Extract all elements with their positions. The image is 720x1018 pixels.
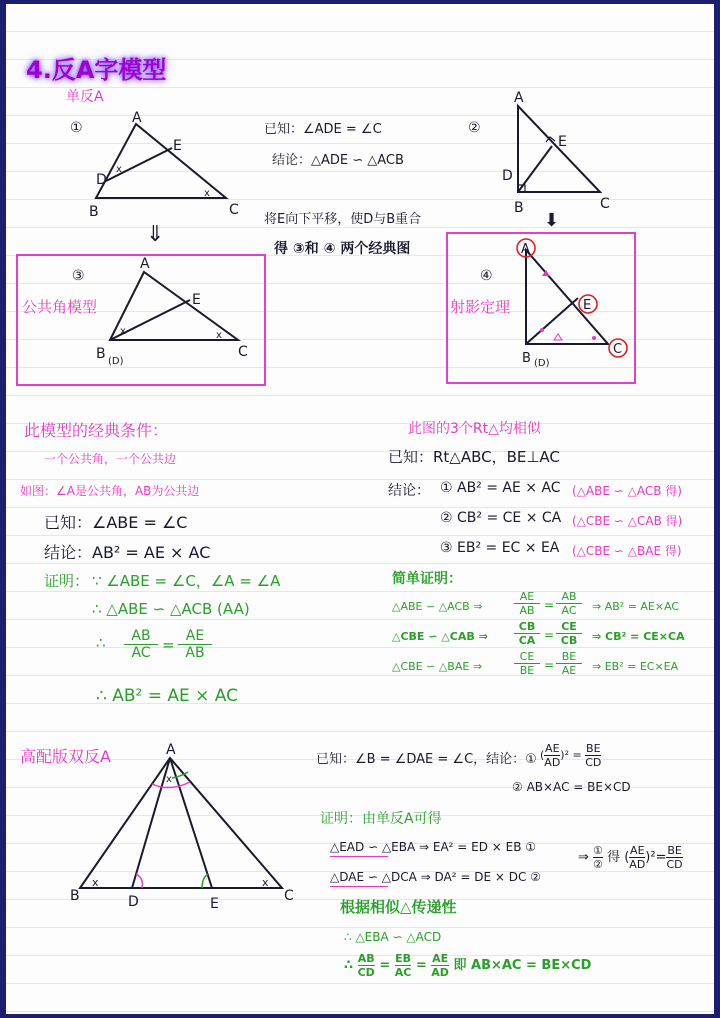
- classic-frac1: AB AC: [124, 628, 158, 661]
- advanced-t1: ∴ △EBA ∽ △ACD: [344, 930, 442, 944]
- classic-heading: 此模型的经典条件：: [24, 421, 169, 440]
- right-p2-result: ⇒ CB² = CE×CA: [592, 630, 685, 643]
- fig2-number: ②: [468, 120, 481, 136]
- svg-text:C: C: [600, 196, 610, 212]
- svg-text:E: E: [583, 298, 592, 313]
- right-p1-result: ⇒ AB² = AE×AC: [592, 600, 680, 613]
- classic-proof-2: ∴ △ABE ∽ △ACB (AA): [92, 600, 250, 618]
- fig1-label-c: C: [229, 202, 239, 218]
- right-proof-head: 简单证明：: [392, 571, 462, 587]
- right-p2-sim: △CBE ∽ △CAB ⇒: [392, 630, 488, 643]
- svg-text:E: E: [192, 292, 201, 308]
- page-title: 4.反A字模型: [26, 56, 167, 84]
- svg-text:x: x: [166, 774, 172, 785]
- fig3-number: ③: [72, 268, 85, 284]
- single-conclusion: 结论：△ADE ∽ △ACB: [272, 153, 404, 168]
- classic-line1: 一个公共角，一个公共边: [44, 452, 177, 466]
- single-heading: 单反A: [66, 89, 104, 105]
- svg-text:B: B: [70, 888, 80, 904]
- right-p1-frac1: AE AB: [514, 590, 540, 617]
- figure-4: [506, 232, 632, 372]
- classic-known: 已知：∠ABE = ∠C: [44, 513, 188, 532]
- right-c3-note: (△CBE ∽ △BAE 得): [572, 544, 682, 558]
- fig1-label-e: E: [173, 138, 182, 154]
- svg-text:(D): (D): [108, 356, 124, 367]
- single-known: 已知：∠ADE = ∠C: [264, 122, 382, 137]
- single-note-2: 得 ③和 ④ 两个经典图: [274, 241, 411, 257]
- advanced-known-frac: ( $\frac{AE}{AD}$ )² = $\frac{BE}{CD}$: [540, 742, 602, 769]
- svg-text:A: A: [166, 742, 176, 758]
- figure-2: [496, 88, 616, 216]
- notebook-page: 4.反A字模型 单反A ① A E D B C x x 已知：∠ADE = ∠C 结论：△ADE ∽ △ACB ② A E D B C ⇓ ⬇ 将E向下平移，使D与B重合 得 ③和 ④ 两个经典图 ③ 公共角模型 A E B (D) C x x ④ 射影定理 A E C B (D) 此模型的经典条件： 一个公共角，一个公共边 如图：∠A是公共角，AB为公共边 已知：∠ABE = ∠C 结论：AB² = AE × AC 证明： ∵ ∠ABE = ∠C，∠A = ∠A ∴ △ABE ∽ △ACB (AA) ∴ AB AC = AE AB ∴ AB² = AE × AC 此图的3个Rt△均相似 已知：Rt△ABC，BE⊥AC 结论： ① AB² = AE × AC (△ABE ∽ △ACB 得) ② CB² = CE × CA (△CBE ∽ △CAB 得) ③ EB² = EC × EA (△CBE ∽ △BAE 得) 简单证明： △ABE ∽ △ACB ⇒ AE AB = AB AC ⇒ AB² = AE×AC △CBE ∽ △CAB ⇒ CB CA = CE CB ⇒ CB² = CE×CA △CBE ∽ △BAE ⇒ CE BE = BE AE ⇒ EB² = EC×EA 高配版双反A A x x x B D E C 已知：∠B = ∠DAE = ∠C，结论：① ( $\frac{AE}{AD}$ )² = $\frac{BE}{CD}$ ② AB×AC = BE×CD 证明：由单反A可得 △EAD ∽ △EBA ⇒ EA² = ED × EB ① △DAE ∽ △DCA ⇒ DA² = DE × DC ② ⇒ ① ② 得 ( $\frac{AE}{AD}$ )²= $\frac{BE}{CD}$ 根据相似△传递性 ∴ △EBA ∽ △ACD ∴ $\frac{AB}{CD}$ = $\frac{EB}{AC}$ = $\frac{AE}{AD}$ 即 AB×AC = BE×CD: [6, 4, 714, 1014]
- svg-text:C: C: [613, 342, 623, 357]
- svg-text:D: D: [128, 894, 139, 910]
- down-arrow-2: ⬇: [544, 210, 560, 231]
- right-c3: ③ EB² = EC × EA: [440, 540, 560, 556]
- fig4-number: ④: [480, 268, 493, 284]
- right-p2-frac1: CB CA: [514, 620, 540, 647]
- svg-text:B: B: [96, 346, 106, 362]
- fig1-number: ①: [70, 120, 83, 136]
- classic-conclusion: 结论：AB² = AE × AC: [44, 543, 211, 562]
- advanced-step-2: △DAE ∽ △DCA ⇒ DA² = DE × DC ②: [330, 870, 541, 884]
- single-note-1: 将E向下平移，使D与B重合: [264, 212, 422, 227]
- fig1-label-d: D: [96, 172, 107, 188]
- right-c2-note: (△CBE ∽ △CAB 得): [572, 514, 683, 528]
- svg-text:(D): (D): [534, 358, 550, 369]
- figure-3: [90, 254, 258, 374]
- advanced-heading: 高配版双反A: [20, 747, 111, 766]
- advanced-t2: ∴ $\frac{AB}{CD}$ = $\frac{EB}{AC}$ = $\frac{AE}{AD}$ 即 AB×AC = BE×CD: [344, 952, 592, 979]
- svg-text:E: E: [210, 896, 219, 910]
- classic-proof-4: ∴ AB² = AE × AC: [96, 686, 239, 706]
- svg-text:C: C: [284, 888, 294, 904]
- right-heading: 此图的3个Rt△均相似: [408, 421, 541, 437]
- classic-proof-1: ∵ ∠ABE = ∠C，∠A = ∠A: [92, 572, 281, 590]
- right-conclusion-head: 结论：: [388, 483, 430, 499]
- right-p3-frac2: BE AE: [556, 650, 582, 677]
- advanced-proof-head: 证明：由单反A可得: [320, 811, 442, 827]
- fig4-caption: 射影定理: [450, 298, 511, 316]
- svg-text:A: A: [514, 90, 524, 106]
- svg-text:A: A: [521, 242, 530, 257]
- advanced-step-1: △EAD ∽ △EBA ⇒ EA² = ED × EB ①: [330, 840, 537, 854]
- svg-text:B: B: [514, 200, 524, 216]
- advanced-known: 已知：∠B = ∠DAE = ∠C，结论：①: [316, 752, 537, 767]
- advanced-result: ⇒ ① ② 得 ( $\frac{AE}{AD}$ )²= $\frac{BE}{CD}$: [578, 844, 683, 871]
- svg-text:D: D: [502, 168, 513, 184]
- right-p3-frac1: CE BE: [514, 650, 540, 677]
- advanced-transitivity: 根据相似△传递性: [340, 898, 457, 916]
- right-p3-sim: △CBE ∽ △BAE ⇒: [392, 660, 483, 673]
- right-c1: ① AB² = AE × AC: [440, 480, 561, 496]
- fig3-caption: 公共角模型: [22, 298, 98, 316]
- right-p1-frac2: AB AC: [556, 590, 582, 617]
- svg-text:B: B: [522, 351, 531, 366]
- figure-1: [84, 108, 254, 220]
- svg-text:x: x: [262, 876, 269, 889]
- svg-text:x: x: [92, 876, 99, 889]
- svg-text:x: x: [216, 330, 222, 341]
- svg-text:x: x: [116, 164, 122, 175]
- fig1-label-a: A: [132, 110, 142, 126]
- svg-text:x: x: [204, 188, 210, 199]
- svg-text:E: E: [558, 134, 567, 150]
- down-arrow-1: ⇓: [146, 222, 165, 247]
- classic-proof-head: 证明：: [44, 572, 90, 590]
- classic-proof-3-prefix: ∴: [96, 634, 106, 652]
- right-p3-result: ⇒ EB² = EC×EA: [592, 660, 679, 673]
- right-known: 已知：Rt△ABC，BE⊥AC: [388, 448, 560, 466]
- right-p1-sim: △ABE ∽ △ACB ⇒: [392, 600, 483, 613]
- svg-text:A: A: [140, 256, 150, 272]
- advanced-c2: ② AB×AC = BE×CD: [512, 780, 631, 794]
- classic-frac2: AE AB: [178, 628, 212, 661]
- fig1-label-b: B: [89, 204, 99, 220]
- svg-text:C: C: [238, 344, 248, 360]
- svg-text:x: x: [120, 326, 126, 337]
- right-c1-note: (△ABE ∽ △ACB 得): [572, 484, 682, 498]
- classic-line2: 如图：∠A是公共角，AB为公共边: [20, 484, 200, 498]
- figure-advanced: [60, 740, 300, 910]
- right-c2: ② CB² = CE × CA: [440, 510, 562, 526]
- right-p2-frac2: CE CB: [556, 620, 582, 647]
